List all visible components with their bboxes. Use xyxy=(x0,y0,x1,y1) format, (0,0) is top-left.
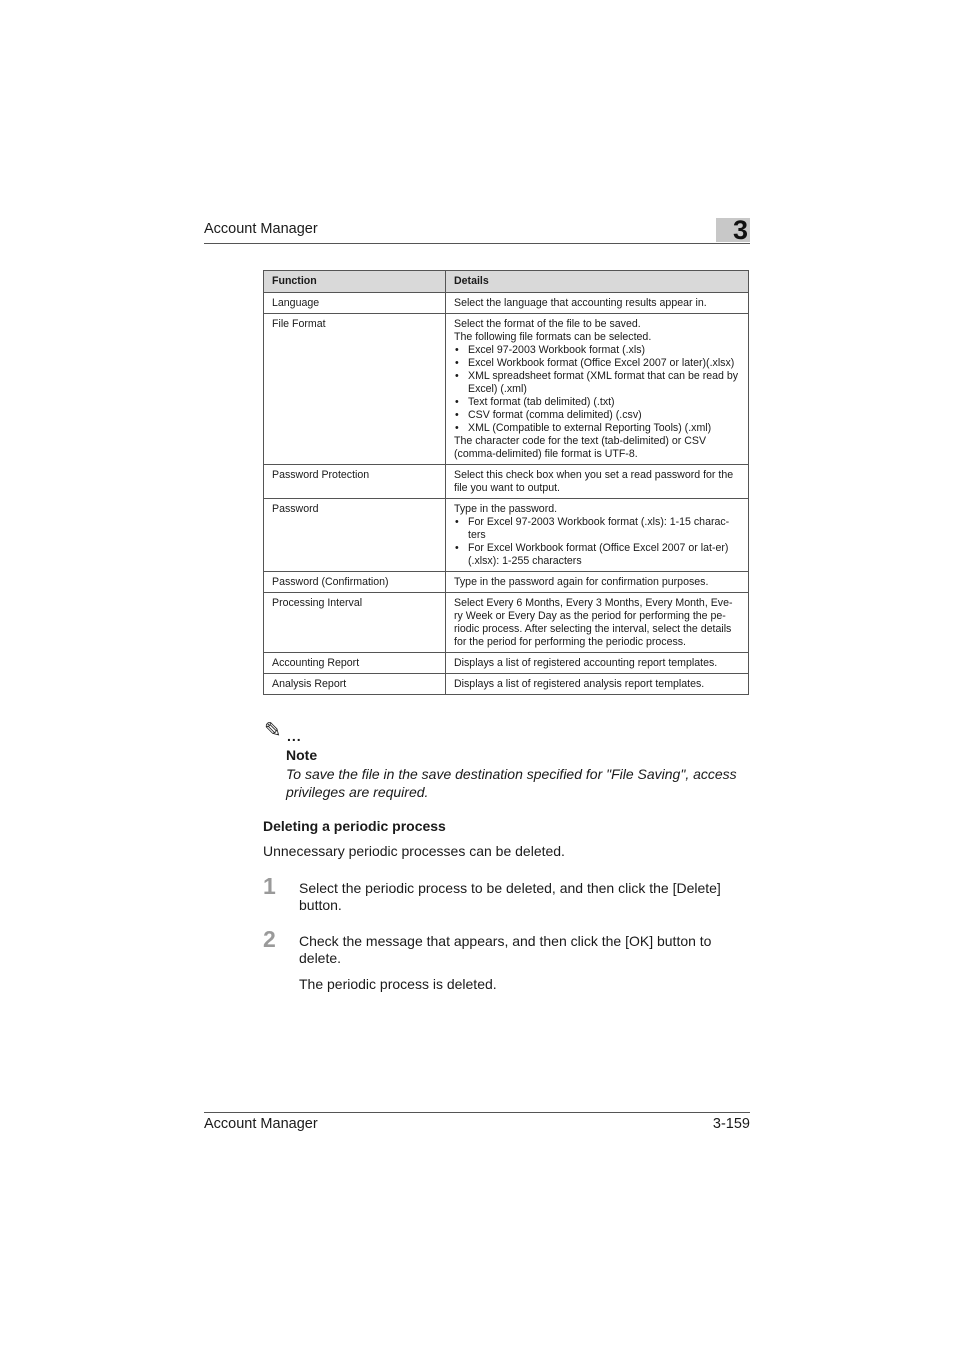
function-cell: Language xyxy=(264,293,446,314)
section-heading: Deleting a periodic process xyxy=(263,818,446,834)
details-cell xyxy=(446,499,749,572)
chapter-number: 3 xyxy=(732,215,748,245)
column-header-details: Details xyxy=(446,271,749,293)
table-row xyxy=(264,465,749,499)
list-item: • For Excel 97-2003 Workbook format (.xls): 1-15 charac-ters xyxy=(468,516,740,542)
list-item: • For Excel Workbook format (Office Excel 2007 or lat-er)(.xlsx): 1-255 characters xyxy=(468,542,740,568)
step-text: Check the message that appears, and then click the [OK] button to delete. xyxy=(299,933,712,966)
page-number: 3-159 xyxy=(712,1116,750,1132)
function-cell: Password xyxy=(264,499,446,572)
details-cell: Select Every 6 Months, Every 3 Months, Every Month, Eve-ry Week or Every Day as the period for performing the pe-riodic process. After selecting the interval, select the details for the period for performing the periodic process. xyxy=(446,593,749,653)
list-item: • XML (Compatible to external Reporting Tools) (.xml) xyxy=(468,422,740,435)
list-item: • Excel 97-2003 Workbook format (.xls) xyxy=(468,344,740,357)
note-dots: ... xyxy=(287,728,302,744)
list-item: • Excel Workbook format (Office Excel 2007 or later)(.xlsx) xyxy=(468,357,740,370)
function-table xyxy=(263,270,749,695)
details-cell: Select the language that accounting results appear in. xyxy=(446,293,749,314)
function-cell: Analysis Report xyxy=(264,674,446,695)
table-row xyxy=(264,593,749,653)
page-footer xyxy=(204,1112,750,1132)
details-cell: Displays a list of registered accounting report templates. xyxy=(446,653,749,674)
function-cell: Password (Confirmation) xyxy=(264,572,446,593)
table-row xyxy=(264,314,749,465)
list-item: • Text format (tab delimited) (.txt) xyxy=(468,396,740,409)
details-cell xyxy=(446,314,749,465)
page-header xyxy=(204,215,750,245)
pencil-icon: ✎ xyxy=(264,719,282,742)
chapter-badge xyxy=(716,215,750,245)
password-rules-list xyxy=(454,516,740,568)
step-number: 1 xyxy=(263,873,276,899)
function-cell: Password Protection xyxy=(264,465,446,499)
note-label: Note xyxy=(286,747,318,763)
table-row xyxy=(264,499,749,572)
table-row xyxy=(264,293,749,314)
table-row xyxy=(264,653,749,674)
step-text: Select the periodic process to be deleted, and then click the [Delete] button. xyxy=(299,880,721,913)
list-item: • XML spreadsheet format (XML format that can be read by Excel) (.xml) xyxy=(468,370,740,396)
footer-title: Account Manager xyxy=(204,1116,318,1132)
section-intro: Unnecessary periodic processes can be deleted. xyxy=(263,843,565,859)
details-line: Type in the password. xyxy=(454,503,558,515)
note-text: To save the file in the save destination specified for "File Saving", access privileges are required. xyxy=(286,766,737,800)
details-cell: Select this check box when you set a read password for the file you want to output. xyxy=(446,465,749,499)
list-item: • CSV format (comma delimited) (.csv) xyxy=(468,409,740,422)
table-header-row xyxy=(264,271,749,293)
header-title: Account Manager xyxy=(204,221,318,237)
function-cell: Accounting Report xyxy=(264,653,446,674)
function-cell: File Format xyxy=(264,314,446,465)
details-cell: Displays a list of registered analysis report templates. xyxy=(446,674,749,695)
file-format-list xyxy=(454,344,740,435)
details-line: Select the format of the file to be saved. xyxy=(454,318,641,330)
details-cell: Type in the password again for confirmation purposes. xyxy=(446,572,749,593)
details-line: The character code for the text (tab-delimited) or CSV (comma-delimited) file format is UTF-8. xyxy=(454,435,707,460)
column-header-function: Function xyxy=(264,271,446,293)
table-row xyxy=(264,674,749,695)
function-cell: Processing Interval xyxy=(264,593,446,653)
step-result: The periodic process is deleted. xyxy=(299,976,497,992)
details-line: The following file formats can be selected. xyxy=(454,331,652,343)
table-row xyxy=(264,572,749,593)
step-number: 2 xyxy=(263,926,276,952)
